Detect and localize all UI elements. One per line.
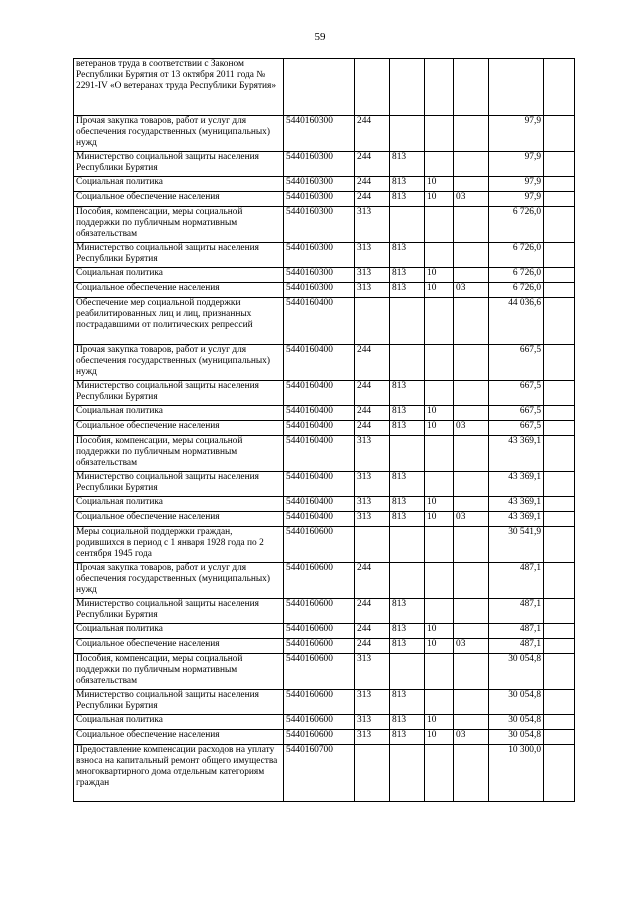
row-name-cell: Обеспечение мер социальной поддержки реабилитированных лиц и лиц, признанных пострадавшими от политических репрессий bbox=[74, 298, 284, 345]
empty-cell bbox=[544, 715, 575, 730]
amount-cell: 30 054,8 bbox=[489, 690, 544, 715]
empty-cell bbox=[544, 207, 575, 243]
section-cell bbox=[425, 116, 454, 152]
ministry-code-cell: 813 bbox=[390, 730, 425, 745]
subsection-cell bbox=[454, 243, 489, 268]
ministry-code-cell: 813 bbox=[390, 406, 425, 421]
ministry-code-cell: 813 bbox=[390, 283, 425, 298]
table-row bbox=[74, 745, 575, 802]
expense-type-cell: 313 bbox=[355, 283, 390, 298]
amount-cell: 30 054,8 bbox=[489, 730, 544, 745]
subsection-cell bbox=[454, 177, 489, 192]
row-name-cell: Социальное обеспечение населения bbox=[74, 730, 284, 745]
row-name-cell: Министерство социальной защиты населения Республики Бурятия bbox=[74, 152, 284, 177]
section-cell: 10 bbox=[425, 639, 454, 654]
table-row bbox=[74, 177, 575, 192]
target-code-cell: 5440160300 bbox=[284, 268, 355, 283]
subsection-cell bbox=[454, 472, 489, 497]
expense-type-cell: 313 bbox=[355, 690, 390, 715]
ministry-code-cell bbox=[390, 745, 425, 802]
ministry-code-cell: 813 bbox=[390, 690, 425, 715]
expense-type-cell: 313 bbox=[355, 243, 390, 268]
empty-cell bbox=[544, 497, 575, 512]
row-name-cell: Социальная политика bbox=[74, 177, 284, 192]
expense-type-cell: 244 bbox=[355, 381, 390, 406]
section-cell bbox=[425, 207, 454, 243]
ministry-code-cell bbox=[390, 59, 425, 116]
expense-type-cell: 244 bbox=[355, 192, 390, 207]
ministry-code-cell bbox=[390, 116, 425, 152]
ministry-code-cell bbox=[390, 436, 425, 472]
amount-cell: 487,1 bbox=[489, 599, 544, 624]
target-code-cell: 5440160400 bbox=[284, 436, 355, 472]
subsection-cell bbox=[454, 345, 489, 381]
empty-cell bbox=[544, 116, 575, 152]
page-number: 59 bbox=[314, 31, 326, 43]
target-code-cell: 5440160400 bbox=[284, 472, 355, 497]
row-name-cell: Министерство социальной защиты населения Республики Бурятия bbox=[74, 472, 284, 497]
empty-cell bbox=[544, 563, 575, 599]
ministry-code-cell bbox=[390, 527, 425, 563]
ministry-code-cell: 813 bbox=[390, 243, 425, 268]
amount-cell bbox=[489, 59, 544, 116]
table-row bbox=[74, 690, 575, 715]
subsection-cell bbox=[454, 745, 489, 802]
amount-cell: 30 054,8 bbox=[489, 715, 544, 730]
expense-type-cell: 244 bbox=[355, 116, 390, 152]
row-name-cell: Социальное обеспечение населения bbox=[74, 512, 284, 527]
table-row bbox=[74, 116, 575, 152]
target-code-cell: 5440160600 bbox=[284, 599, 355, 624]
target-code-cell: 5440160400 bbox=[284, 421, 355, 436]
subsection-cell bbox=[454, 599, 489, 624]
section-cell: 10 bbox=[425, 624, 454, 639]
table-row bbox=[74, 381, 575, 406]
empty-cell bbox=[544, 639, 575, 654]
target-code-cell: 5440160600 bbox=[284, 690, 355, 715]
ministry-code-cell: 813 bbox=[390, 192, 425, 207]
empty-cell bbox=[544, 192, 575, 207]
section-cell: 10 bbox=[425, 177, 454, 192]
amount-cell: 667,5 bbox=[489, 421, 544, 436]
empty-cell bbox=[544, 472, 575, 497]
section-cell bbox=[425, 690, 454, 715]
expense-type-cell: 313 bbox=[355, 268, 390, 283]
amount-cell: 487,1 bbox=[489, 563, 544, 599]
section-cell: 10 bbox=[425, 421, 454, 436]
amount-cell: 487,1 bbox=[489, 624, 544, 639]
subsection-cell: 03 bbox=[454, 192, 489, 207]
table-row bbox=[74, 436, 575, 472]
target-code-cell: 5440160400 bbox=[284, 381, 355, 406]
row-name-cell: Социальная политика bbox=[74, 497, 284, 512]
target-code-cell: 5440160300 bbox=[284, 283, 355, 298]
row-name-cell: Социальная политика bbox=[74, 715, 284, 730]
section-cell bbox=[425, 59, 454, 116]
empty-cell bbox=[544, 345, 575, 381]
row-name-cell: Предоставление компенсации расходов на уплату взноса на капитальный ремонт общего имущества многоквартирного дома отдельным категориям граждан bbox=[74, 745, 284, 802]
target-code-cell: 5440160600 bbox=[284, 730, 355, 745]
subsection-cell: 03 bbox=[454, 421, 489, 436]
subsection-cell bbox=[454, 715, 489, 730]
target-code-cell: 5440160300 bbox=[284, 207, 355, 243]
subsection-cell bbox=[454, 59, 489, 116]
empty-cell bbox=[544, 654, 575, 690]
ministry-code-cell: 813 bbox=[390, 268, 425, 283]
target-code-cell: 5440160400 bbox=[284, 406, 355, 421]
row-name-cell: Прочая закупка товаров, работ и услуг для обеспечения государственных (муниципальных) нужд bbox=[74, 345, 284, 381]
section-cell bbox=[425, 381, 454, 406]
ministry-code-cell: 813 bbox=[390, 715, 425, 730]
section-cell bbox=[425, 243, 454, 268]
empty-cell bbox=[544, 512, 575, 527]
table-row bbox=[74, 654, 575, 690]
target-code-cell: 5440160600 bbox=[284, 654, 355, 690]
section-cell bbox=[425, 436, 454, 472]
subsection-cell bbox=[454, 116, 489, 152]
empty-cell bbox=[544, 381, 575, 406]
expense-type-cell: 244 bbox=[355, 563, 390, 599]
subsection-cell bbox=[454, 268, 489, 283]
target-code-cell: 5440160600 bbox=[284, 624, 355, 639]
ministry-code-cell: 813 bbox=[390, 512, 425, 527]
row-name-cell: Социальная политика bbox=[74, 406, 284, 421]
ministry-code-cell: 813 bbox=[390, 639, 425, 654]
table-row bbox=[74, 59, 575, 116]
table-row bbox=[74, 406, 575, 421]
expense-type-cell: 244 bbox=[355, 177, 390, 192]
subsection-cell bbox=[454, 406, 489, 421]
subsection-cell bbox=[454, 298, 489, 345]
empty-cell bbox=[544, 298, 575, 345]
row-name-cell: Прочая закупка товаров, работ и услуг для обеспечения государственных (муниципальных) нужд bbox=[74, 116, 284, 152]
subsection-cell bbox=[454, 207, 489, 243]
row-name-cell: Меры социальной поддержки граждан, родившихся в период с 1 января 1928 года по 2 сентября 1945 года bbox=[74, 527, 284, 563]
amount-cell: 667,5 bbox=[489, 345, 544, 381]
ministry-code-cell bbox=[390, 345, 425, 381]
amount-cell: 44 036,6 bbox=[489, 298, 544, 345]
target-code-cell: 5440160600 bbox=[284, 715, 355, 730]
section-cell: 10 bbox=[425, 406, 454, 421]
amount-cell: 43 369,1 bbox=[489, 497, 544, 512]
subsection-cell: 03 bbox=[454, 730, 489, 745]
section-cell bbox=[425, 298, 454, 345]
amount-cell: 43 369,1 bbox=[489, 436, 544, 472]
ministry-code-cell: 813 bbox=[390, 381, 425, 406]
subsection-cell bbox=[454, 563, 489, 599]
expense-type-cell: 313 bbox=[355, 497, 390, 512]
target-code-cell: 5440160600 bbox=[284, 563, 355, 599]
table-row bbox=[74, 512, 575, 527]
section-cell bbox=[425, 527, 454, 563]
empty-cell bbox=[544, 152, 575, 177]
table-row bbox=[74, 497, 575, 512]
expense-type-cell: 313 bbox=[355, 436, 390, 472]
target-code-cell: 5440160600 bbox=[284, 527, 355, 563]
subsection-cell: 03 bbox=[454, 639, 489, 654]
table-row bbox=[74, 207, 575, 243]
expense-type-cell: 244 bbox=[355, 345, 390, 381]
target-code-cell: 5440160600 bbox=[284, 639, 355, 654]
target-code-cell: 5440160300 bbox=[284, 243, 355, 268]
empty-cell bbox=[544, 59, 575, 116]
amount-cell: 6 726,0 bbox=[489, 283, 544, 298]
empty-cell bbox=[544, 243, 575, 268]
table-row bbox=[74, 715, 575, 730]
subsection-cell bbox=[454, 690, 489, 715]
amount-cell: 97,9 bbox=[489, 116, 544, 152]
table-row bbox=[74, 527, 575, 563]
table-row bbox=[74, 421, 575, 436]
target-code-cell: 5440160400 bbox=[284, 298, 355, 345]
expense-type-cell bbox=[355, 59, 390, 116]
amount-cell: 97,9 bbox=[489, 152, 544, 177]
expense-type-cell: 244 bbox=[355, 624, 390, 639]
target-code-cell: 5440160400 bbox=[284, 512, 355, 527]
section-cell: 10 bbox=[425, 268, 454, 283]
amount-cell: 30 541,9 bbox=[489, 527, 544, 563]
amount-cell: 487,1 bbox=[489, 639, 544, 654]
row-name-cell: Социальное обеспечение населения bbox=[74, 421, 284, 436]
row-name-cell: Министерство социальной защиты населения Республики Бурятия bbox=[74, 599, 284, 624]
expense-type-cell: 244 bbox=[355, 599, 390, 624]
target-code-cell: 5440160300 bbox=[284, 177, 355, 192]
row-name-cell: Социальная политика bbox=[74, 268, 284, 283]
ministry-code-cell: 813 bbox=[390, 472, 425, 497]
empty-cell bbox=[544, 690, 575, 715]
empty-cell bbox=[544, 268, 575, 283]
expense-type-cell bbox=[355, 527, 390, 563]
expense-type-cell: 313 bbox=[355, 654, 390, 690]
empty-cell bbox=[544, 527, 575, 563]
empty-cell bbox=[544, 730, 575, 745]
section-cell: 10 bbox=[425, 715, 454, 730]
row-name-cell: Пособия, компенсации, меры социальной поддержки по публичным нормативным обязательствам bbox=[74, 436, 284, 472]
subsection-cell bbox=[454, 654, 489, 690]
row-name-cell: Социальное обеспечение населения bbox=[74, 283, 284, 298]
empty-cell bbox=[544, 283, 575, 298]
empty-cell bbox=[544, 599, 575, 624]
table-row bbox=[74, 730, 575, 745]
row-name-cell: Социальная политика bbox=[74, 624, 284, 639]
section-cell bbox=[425, 152, 454, 177]
section-cell bbox=[425, 563, 454, 599]
section-cell: 10 bbox=[425, 497, 454, 512]
section-cell bbox=[425, 599, 454, 624]
target-code-cell: 5440160400 bbox=[284, 345, 355, 381]
empty-cell bbox=[544, 436, 575, 472]
amount-cell: 6 726,0 bbox=[489, 207, 544, 243]
expense-type-cell: 244 bbox=[355, 421, 390, 436]
subsection-cell bbox=[454, 436, 489, 472]
empty-cell bbox=[544, 406, 575, 421]
expense-type-cell: 244 bbox=[355, 639, 390, 654]
ministry-code-cell bbox=[390, 207, 425, 243]
expense-type-cell: 313 bbox=[355, 730, 390, 745]
target-code-cell: 5440160300 bbox=[284, 116, 355, 152]
target-code-cell: 5440160300 bbox=[284, 192, 355, 207]
expense-type-cell: 244 bbox=[355, 406, 390, 421]
empty-cell bbox=[544, 624, 575, 639]
budget-table bbox=[73, 58, 575, 802]
ministry-code-cell: 813 bbox=[390, 497, 425, 512]
subsection-cell: 03 bbox=[454, 283, 489, 298]
expense-type-cell: 313 bbox=[355, 207, 390, 243]
row-name-cell: Министерство социальной защиты населения Республики Бурятия bbox=[74, 381, 284, 406]
subsection-cell bbox=[454, 152, 489, 177]
row-name-cell: Министерство социальной защиты населения Республики Бурятия bbox=[74, 243, 284, 268]
table-row bbox=[74, 472, 575, 497]
table-row bbox=[74, 268, 575, 283]
empty-cell bbox=[544, 745, 575, 802]
section-cell bbox=[425, 654, 454, 690]
amount-cell: 6 726,0 bbox=[489, 243, 544, 268]
ministry-code-cell bbox=[390, 563, 425, 599]
row-name-cell: ветеранов труда в соответствии с Законом Республики Бурятия от 13 октября 2011 года № 2291-IV «О ветеранах труда Республики Бурятия» bbox=[74, 59, 284, 116]
subsection-cell bbox=[454, 527, 489, 563]
amount-cell: 43 369,1 bbox=[489, 512, 544, 527]
table-row bbox=[74, 624, 575, 639]
table-row bbox=[74, 152, 575, 177]
table-row bbox=[74, 243, 575, 268]
expense-type-cell: 313 bbox=[355, 715, 390, 730]
amount-cell: 10 300,0 bbox=[489, 745, 544, 802]
table-row bbox=[74, 298, 575, 345]
budget-table-body bbox=[74, 59, 575, 802]
amount-cell: 667,5 bbox=[489, 381, 544, 406]
table-row bbox=[74, 599, 575, 624]
target-code-cell bbox=[284, 59, 355, 116]
target-code-cell: 5440160300 bbox=[284, 152, 355, 177]
table-row bbox=[74, 563, 575, 599]
expense-type-cell bbox=[355, 745, 390, 802]
row-name-cell: Пособия, компенсации, меры социальной поддержки по публичным нормативным обязательствам bbox=[74, 207, 284, 243]
subsection-cell bbox=[454, 624, 489, 639]
table-row bbox=[74, 345, 575, 381]
expense-type-cell bbox=[355, 298, 390, 345]
ministry-code-cell: 813 bbox=[390, 177, 425, 192]
ministry-code-cell: 813 bbox=[390, 152, 425, 177]
amount-cell: 97,9 bbox=[489, 192, 544, 207]
section-cell: 10 bbox=[425, 730, 454, 745]
section-cell: 10 bbox=[425, 512, 454, 527]
subsection-cell: 03 bbox=[454, 512, 489, 527]
amount-cell: 43 369,1 bbox=[489, 472, 544, 497]
section-cell bbox=[425, 745, 454, 802]
row-name-cell: Социальное обеспечение населения bbox=[74, 192, 284, 207]
amount-cell: 6 726,0 bbox=[489, 268, 544, 283]
ministry-code-cell: 813 bbox=[390, 421, 425, 436]
ministry-code-cell bbox=[390, 298, 425, 345]
expense-type-cell: 244 bbox=[355, 152, 390, 177]
target-code-cell: 5440160700 bbox=[284, 745, 355, 802]
row-name-cell: Министерство социальной защиты населения Республики Бурятия bbox=[74, 690, 284, 715]
target-code-cell: 5440160400 bbox=[284, 497, 355, 512]
amount-cell: 97,9 bbox=[489, 177, 544, 192]
amount-cell: 30 054,8 bbox=[489, 654, 544, 690]
amount-cell: 667,5 bbox=[489, 406, 544, 421]
section-cell: 10 bbox=[425, 192, 454, 207]
expense-type-cell: 313 bbox=[355, 472, 390, 497]
table-row bbox=[74, 192, 575, 207]
ministry-code-cell: 813 bbox=[390, 599, 425, 624]
subsection-cell bbox=[454, 497, 489, 512]
ministry-code-cell: 813 bbox=[390, 624, 425, 639]
row-name-cell: Социальное обеспечение населения bbox=[74, 639, 284, 654]
empty-cell bbox=[544, 177, 575, 192]
table-row bbox=[74, 283, 575, 298]
section-cell bbox=[425, 345, 454, 381]
section-cell: 10 bbox=[425, 283, 454, 298]
section-cell bbox=[425, 472, 454, 497]
row-name-cell: Пособия, компенсации, меры социальной поддержки по публичным нормативным обязательствам bbox=[74, 654, 284, 690]
row-name-cell: Прочая закупка товаров, работ и услуг для обеспечения государственных (муниципальных) нужд bbox=[74, 563, 284, 599]
expense-type-cell: 313 bbox=[355, 512, 390, 527]
empty-cell bbox=[544, 421, 575, 436]
table-row bbox=[74, 639, 575, 654]
subsection-cell bbox=[454, 381, 489, 406]
ministry-code-cell bbox=[390, 654, 425, 690]
